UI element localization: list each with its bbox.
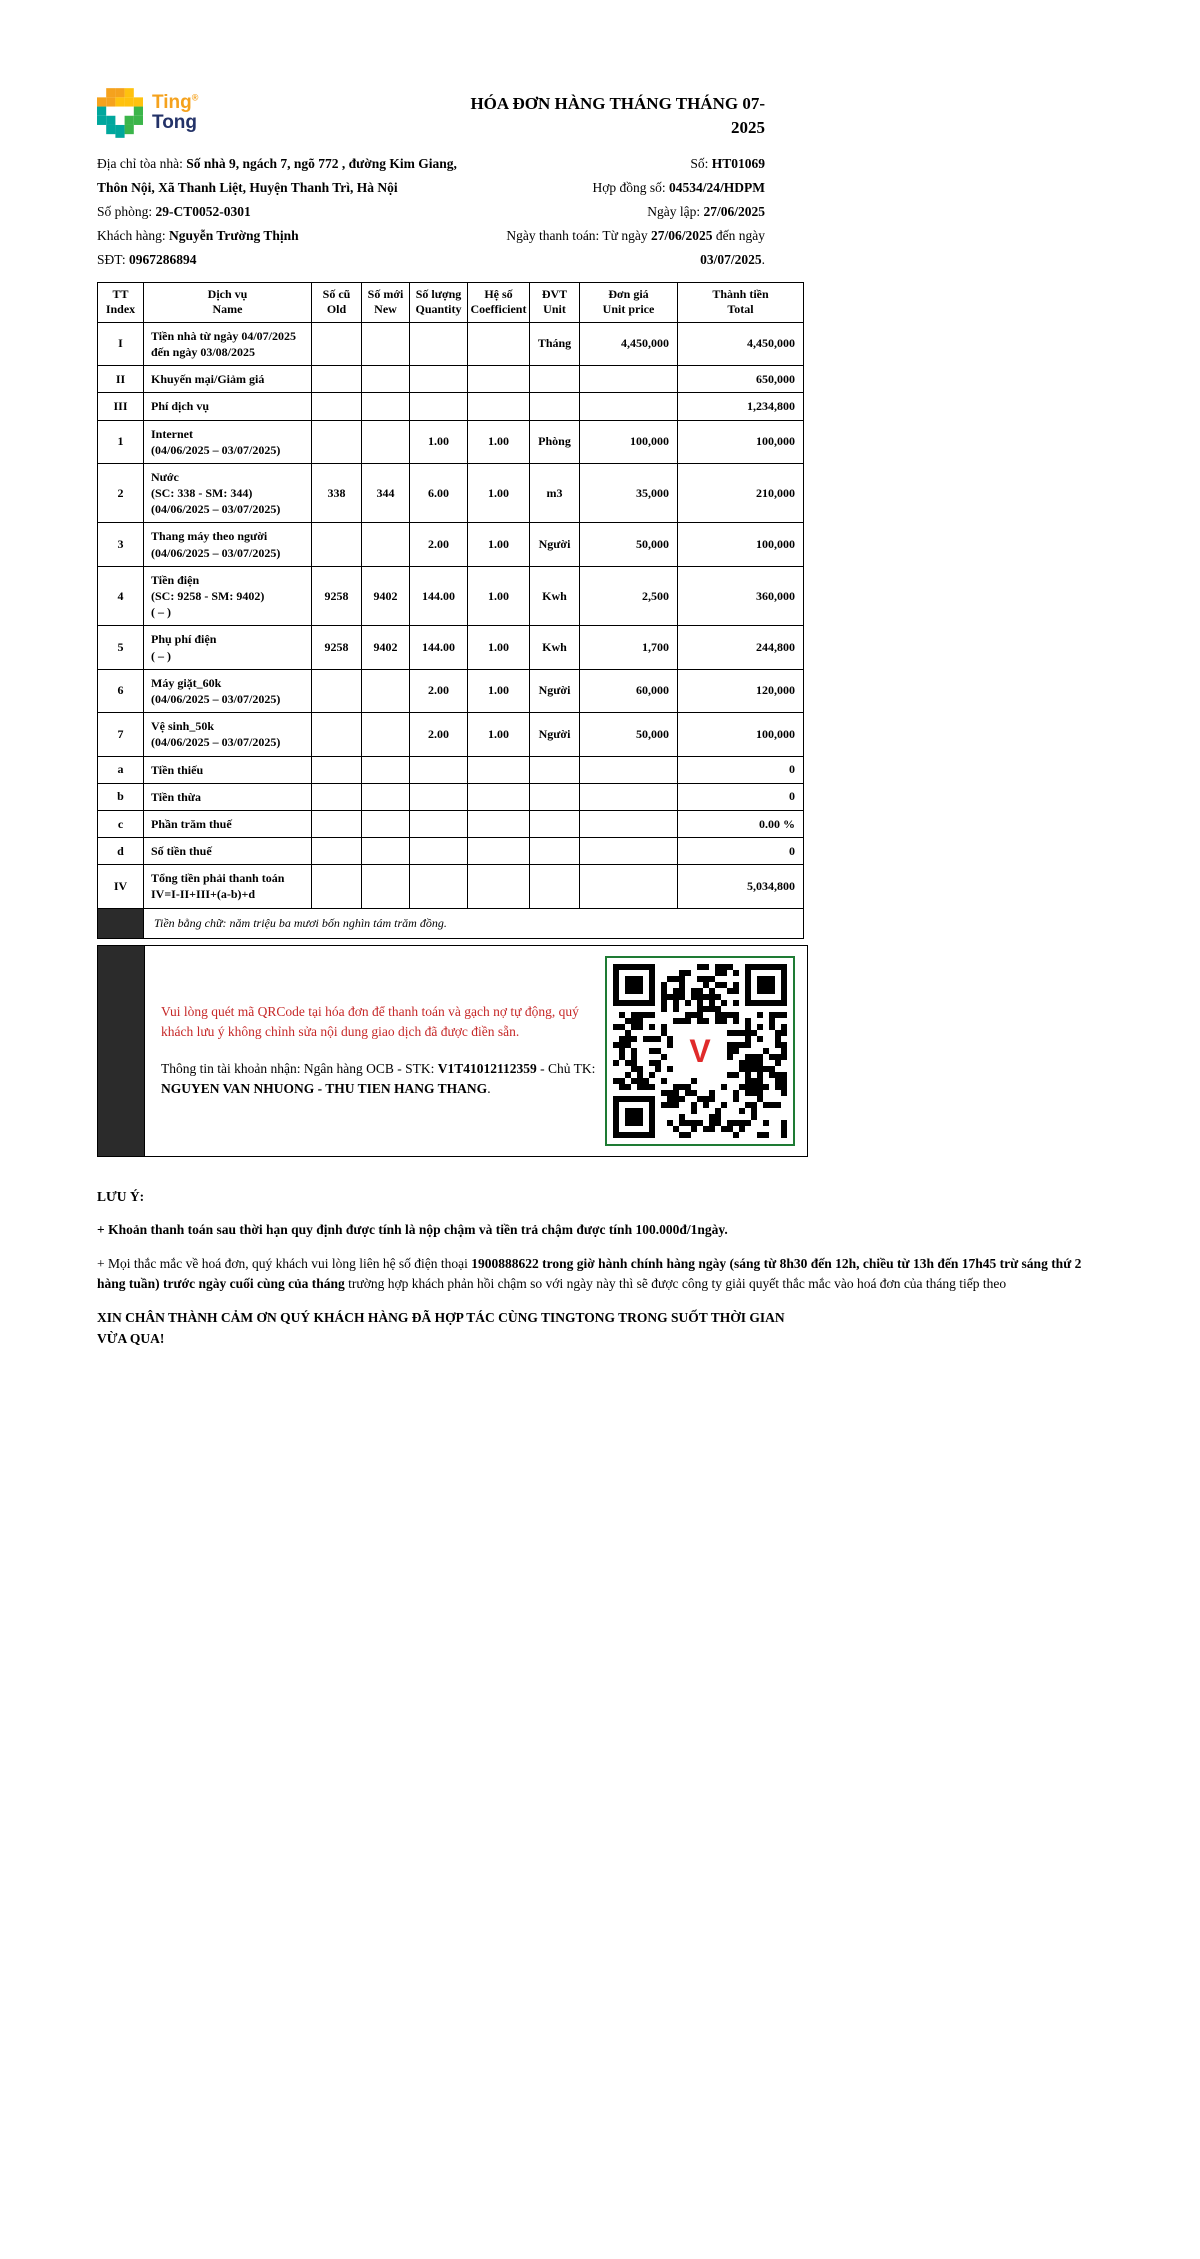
cell-quantity: 2.00 bbox=[410, 669, 468, 712]
service-name-line: Phần trăm thuế bbox=[151, 816, 232, 831]
cell-new: 9402 bbox=[362, 626, 410, 669]
service-name-line: Khuyến mại/Giảm giá bbox=[151, 372, 265, 387]
cell-unit-price bbox=[580, 810, 678, 837]
cell-quantity: 2.00 bbox=[410, 713, 468, 756]
invoice-info bbox=[97, 152, 765, 272]
cell-new bbox=[362, 810, 410, 837]
col-header-service: Dịch vụ Name bbox=[144, 282, 312, 322]
cell-service bbox=[144, 756, 312, 783]
cell-service bbox=[144, 566, 312, 626]
cell-index: 4 bbox=[98, 566, 144, 626]
cell-coefficient bbox=[468, 366, 530, 393]
cell-new bbox=[362, 865, 410, 908]
cell-quantity bbox=[410, 366, 468, 393]
account-seg3: . bbox=[487, 1080, 491, 1096]
table-row bbox=[98, 393, 804, 420]
cell-unit-price bbox=[580, 366, 678, 393]
cell-index: a bbox=[98, 756, 144, 783]
cell-index: 6 bbox=[98, 669, 144, 712]
invoice-title bbox=[455, 88, 765, 140]
col-header-total: Thành tiền Total bbox=[678, 282, 804, 322]
service-name-line: Phụ phí điện bbox=[151, 632, 217, 647]
cell-new bbox=[362, 756, 410, 783]
cell-quantity bbox=[410, 838, 468, 865]
cell-index: 5 bbox=[98, 626, 144, 669]
cell-unit bbox=[530, 810, 580, 837]
account-number: V1T41012112359 bbox=[437, 1060, 537, 1076]
table-row bbox=[98, 523, 804, 566]
cell-index: d bbox=[98, 838, 144, 865]
invoice-info-right bbox=[473, 152, 765, 272]
cell-coefficient bbox=[468, 810, 530, 837]
cell-unit: Kwh bbox=[530, 566, 580, 626]
cell-total: 360,000 bbox=[678, 566, 804, 626]
cell-service bbox=[144, 865, 312, 908]
cell-index: I bbox=[98, 322, 144, 365]
payment-mid-text: đến ngày bbox=[712, 227, 765, 243]
tingtong-logo-icon bbox=[97, 88, 143, 138]
table-row bbox=[98, 420, 804, 463]
room-value: 29-CT0052-0301 bbox=[155, 203, 251, 219]
cell-old bbox=[312, 713, 362, 756]
cell-total: 650,000 bbox=[678, 366, 804, 393]
cell-unit bbox=[530, 783, 580, 810]
cell-new bbox=[362, 393, 410, 420]
service-name-line: Số tiền thuế bbox=[151, 844, 212, 859]
payment-date-line bbox=[473, 224, 765, 272]
table-row bbox=[98, 669, 804, 712]
cell-quantity bbox=[410, 783, 468, 810]
cell-service bbox=[144, 810, 312, 837]
payment-end-text: . bbox=[761, 251, 765, 267]
dark-filler-cell bbox=[98, 908, 144, 938]
customer-value: Nguyễn Trường Thịnh bbox=[168, 227, 299, 243]
service-name-line: Tổng tiền phải thanh toán bbox=[151, 871, 285, 886]
cell-total: 100,000 bbox=[678, 713, 804, 756]
cell-service bbox=[144, 322, 312, 365]
dark-filler-column bbox=[97, 945, 145, 1157]
cell-unit bbox=[530, 393, 580, 420]
service-name-line: Máy giặt_60k bbox=[151, 675, 222, 690]
cell-coefficient bbox=[468, 756, 530, 783]
cell-total: 0 bbox=[678, 783, 804, 810]
cell-coefficient bbox=[468, 865, 530, 908]
thanks-line1: XIN CHÂN THÀNH CẢM ƠN QUÝ KHÁCH HÀNG ĐÃ HỢP TÁC CÙNG TINGTONG TRONG SUỐT THỜI GIAN bbox=[97, 1310, 785, 1326]
cell-old bbox=[312, 322, 362, 365]
cell-new: 344 bbox=[362, 463, 410, 523]
contact-seg3: trường hợp khách phản hồi chậm so với ngày này thì sẽ được công ty giải quyết thắc mắc vào hoá đơn của tháng tiếp theo bbox=[344, 1276, 1007, 1292]
logo-tong-text: Tong bbox=[152, 112, 198, 134]
service-name-line: Internet bbox=[151, 426, 193, 441]
table-body bbox=[98, 322, 804, 908]
cell-total: 100,000 bbox=[678, 420, 804, 463]
logo-ting-text: Ting® bbox=[152, 92, 199, 114]
cell-quantity bbox=[410, 756, 468, 783]
cell-quantity: 1.00 bbox=[410, 420, 468, 463]
table-row bbox=[98, 322, 804, 365]
cell-unit: Người bbox=[530, 669, 580, 712]
cell-old: 9258 bbox=[312, 626, 362, 669]
cell-quantity bbox=[410, 810, 468, 837]
col-header-new: Số mới New bbox=[362, 282, 410, 322]
cell-unit-price: 2,500 bbox=[580, 566, 678, 626]
cell-index: 1 bbox=[98, 420, 144, 463]
cell-service bbox=[144, 669, 312, 712]
cell-unit: m3 bbox=[530, 463, 580, 523]
room-line bbox=[97, 200, 473, 224]
service-name-line: (SC: 9258 - SM: 9402) bbox=[151, 589, 265, 604]
cell-index: III bbox=[98, 393, 144, 420]
cell-unit-price: 4,450,000 bbox=[580, 322, 678, 365]
contract-value: 04534/24/HDPM bbox=[669, 179, 765, 195]
amount-in-words-cell bbox=[144, 908, 804, 938]
cell-total: 210,000 bbox=[678, 463, 804, 523]
service-name-line: IV=I-II+III+(a-b)+d bbox=[151, 887, 256, 902]
thanks-line2: VỪA QUA! bbox=[97, 1331, 165, 1347]
payment-from-value: 27/06/2025 bbox=[651, 227, 713, 243]
cell-quantity bbox=[410, 322, 468, 365]
address-value: Số nhà 9, ngách 7, ngõ 772 , đường Kim Giang, bbox=[186, 155, 457, 171]
customer-label: Khách hàng: bbox=[97, 227, 169, 243]
cell-index: c bbox=[98, 810, 144, 837]
invoice-title-line2: 2025 bbox=[731, 117, 765, 137]
amount-in-words-row bbox=[98, 908, 804, 938]
table-row bbox=[98, 626, 804, 669]
note-late-fee: + Khoản thanh toán sau thời hạn quy định được tính là nộp chậm và tiền trả chậm được tính 100.000đ/1ngày. bbox=[97, 1221, 728, 1237]
cell-total: 0.00 % bbox=[678, 810, 804, 837]
invoice-info-left bbox=[97, 152, 473, 272]
cell-coefficient: 1.00 bbox=[468, 463, 530, 523]
phone-value: 0967286894 bbox=[128, 251, 197, 267]
cell-service bbox=[144, 626, 312, 669]
contract-label: Hợp đồng số: bbox=[592, 179, 669, 195]
cell-coefficient: 1.00 bbox=[468, 626, 530, 669]
cell-unit: Phòng bbox=[530, 420, 580, 463]
cell-total: 0 bbox=[678, 838, 804, 865]
cell-index: 2 bbox=[98, 463, 144, 523]
contact-deadline: trước ngày cuối cùng của tháng bbox=[163, 1276, 345, 1292]
cell-service bbox=[144, 393, 312, 420]
cell-unit-price: 1,700 bbox=[580, 626, 678, 669]
cell-unit-price: 100,000 bbox=[580, 420, 678, 463]
cell-total: 120,000 bbox=[678, 669, 804, 712]
cell-service bbox=[144, 463, 312, 523]
service-name-line: Nước bbox=[151, 469, 179, 484]
service-name-line: Thang máy theo người bbox=[151, 529, 268, 544]
cell-total: 244,800 bbox=[678, 626, 804, 669]
cell-total: 4,450,000 bbox=[678, 322, 804, 365]
account-holder-name: NGUYEN VAN NHUONG - THU TIEN HANG THANG bbox=[161, 1080, 488, 1096]
col-header-quantity: Số lượng Quantity bbox=[410, 282, 468, 322]
account-seg1: Thông tin tài khoản nhận: Ngân hàng OCB - STK: bbox=[161, 1060, 438, 1076]
service-name-line: Tiền điện bbox=[151, 572, 200, 587]
cell-old bbox=[312, 669, 362, 712]
cell-coefficient: 1.00 bbox=[468, 523, 530, 566]
cell-unit bbox=[530, 838, 580, 865]
cell-new bbox=[362, 838, 410, 865]
room-label: Số phòng: bbox=[97, 203, 156, 219]
cell-old bbox=[312, 865, 362, 908]
service-name-line: Tiền thừa bbox=[151, 789, 201, 804]
table-row bbox=[98, 713, 804, 756]
cell-total: 100,000 bbox=[678, 523, 804, 566]
cell-service bbox=[144, 523, 312, 566]
service-name-line: (04/06/2025 – 03/07/2025) bbox=[151, 735, 281, 750]
service-name-line: đến ngày 03/08/2025 bbox=[151, 344, 256, 359]
payment-section bbox=[97, 945, 803, 1157]
contact-seg1: + Mọi thắc mắc về hoá đơn, quý khách vui lòng liên hệ số điện thoại bbox=[97, 1255, 472, 1271]
table-header-row bbox=[98, 282, 804, 322]
table-footer bbox=[98, 908, 804, 938]
cell-old bbox=[312, 366, 362, 393]
service-name-line: Tiền nhà từ ngày 04/07/2025 bbox=[151, 328, 297, 343]
invoice-title-line1: HÓA ĐƠN HÀNG THÁNG THÁNG 07- bbox=[470, 94, 765, 113]
invoice-number-label: Số: bbox=[690, 155, 712, 171]
cell-coefficient bbox=[468, 838, 530, 865]
cell-old bbox=[312, 420, 362, 463]
cell-unit: Kwh bbox=[530, 626, 580, 669]
svg-text:V: V bbox=[689, 1032, 711, 1069]
issue-date-value: 27/06/2025 bbox=[703, 203, 765, 219]
table-row bbox=[98, 566, 804, 626]
header-top-row bbox=[97, 88, 765, 140]
building-address-line bbox=[97, 152, 473, 176]
tingtong-logo-text bbox=[152, 88, 198, 133]
cell-new bbox=[362, 523, 410, 566]
invoice-number-value: HT01069 bbox=[711, 155, 765, 171]
cell-coefficient: 1.00 bbox=[468, 713, 530, 756]
cell-service bbox=[144, 420, 312, 463]
cell-total: 5,034,800 bbox=[678, 865, 804, 908]
cell-unit: Người bbox=[530, 523, 580, 566]
service-name-line: (04/06/2025 – 03/07/2025) bbox=[151, 502, 281, 517]
table-row bbox=[98, 756, 804, 783]
cell-unit-price bbox=[580, 783, 678, 810]
cell-unit-price bbox=[580, 756, 678, 783]
service-name-line: (04/06/2025 – 03/07/2025) bbox=[151, 691, 281, 706]
payment-text bbox=[157, 1002, 605, 1099]
cell-new bbox=[362, 366, 410, 393]
cell-unit bbox=[530, 366, 580, 393]
notes-section bbox=[97, 1187, 1103, 1351]
cell-index: b bbox=[98, 783, 144, 810]
cell-quantity bbox=[410, 393, 468, 420]
cell-unit-price bbox=[580, 865, 678, 908]
service-name-line: Tiền thiếu bbox=[151, 762, 204, 777]
cell-new bbox=[362, 713, 410, 756]
contact-hotline-hours: 1900888622 trong giờ hành chính hàng ngày (sáng từ 8h30 đến 12h, chiều từ 13h đến 17h45 trừ sáng thứ 2 hàng tuần) bbox=[97, 1255, 1082, 1292]
table-row bbox=[98, 810, 804, 837]
cell-old: 9258 bbox=[312, 566, 362, 626]
issue-date-label: Ngày lập: bbox=[647, 203, 704, 219]
amount-words-label: Tiền bằng chữ: bbox=[154, 915, 230, 930]
phone-label: SĐT: bbox=[97, 251, 129, 267]
table-row bbox=[98, 366, 804, 393]
col-header-unit: ĐVT Unit bbox=[530, 282, 580, 322]
cell-index: 7 bbox=[98, 713, 144, 756]
document-header bbox=[97, 88, 765, 272]
cell-new bbox=[362, 783, 410, 810]
service-name-line: ( – ) bbox=[151, 648, 171, 663]
cell-quantity: 6.00 bbox=[410, 463, 468, 523]
account-info bbox=[161, 1059, 605, 1100]
cell-new: 9402 bbox=[362, 566, 410, 626]
cell-service bbox=[144, 713, 312, 756]
cell-quantity bbox=[410, 865, 468, 908]
invoice-number-line bbox=[473, 152, 765, 176]
customer-line bbox=[97, 224, 473, 248]
note-thanks bbox=[97, 1308, 1103, 1350]
cell-quantity: 2.00 bbox=[410, 523, 468, 566]
cell-total: 0 bbox=[678, 756, 804, 783]
cell-unit-price bbox=[580, 393, 678, 420]
col-header-coefficient: Hệ số Coefficient bbox=[468, 282, 530, 322]
payment-notice: Vui lòng quét mã QRCode tại hóa đơn để thanh toán và gạch nợ tự động, quý khách lưu ý không chỉnh sửa nội dung giao dịch đã được điền sẵn. bbox=[161, 1004, 579, 1040]
service-name-line: Vệ sinh_50k bbox=[151, 719, 215, 734]
amount-words-text: năm triệu ba mươi bốn nghìn tám trăm đồng. bbox=[229, 915, 447, 930]
payment-box bbox=[145, 945, 808, 1157]
cell-old bbox=[312, 523, 362, 566]
cell-total: 1,234,800 bbox=[678, 393, 804, 420]
registered-mark: ® bbox=[191, 93, 199, 103]
cell-coefficient: 1.00 bbox=[468, 420, 530, 463]
account-seg2: - Chủ TK: bbox=[536, 1060, 596, 1076]
building-address-line2: Thôn Nội, Xã Thanh Liệt, Huyện Thanh Trì, Hà Nội bbox=[97, 179, 398, 195]
cell-unit-price: 50,000 bbox=[580, 523, 678, 566]
service-name-line: (SC: 338 - SM: 344) bbox=[151, 486, 253, 501]
cell-coefficient bbox=[468, 393, 530, 420]
tingtong-logo bbox=[97, 88, 198, 138]
cell-unit-price bbox=[580, 838, 678, 865]
cell-old bbox=[312, 393, 362, 420]
payment-date-label: Ngày thanh toán: Từ ngày bbox=[506, 227, 651, 243]
cell-service bbox=[144, 783, 312, 810]
payment-to-value: 03/07/2025 bbox=[700, 251, 762, 267]
service-name-line: ( – ) bbox=[151, 605, 171, 620]
cell-coefficient bbox=[468, 322, 530, 365]
col-header-old: Số cũ Old bbox=[312, 282, 362, 322]
cell-new bbox=[362, 420, 410, 463]
cell-unit-price: 60,000 bbox=[580, 669, 678, 712]
cell-unit bbox=[530, 756, 580, 783]
invoice-content bbox=[97, 88, 1103, 1363]
qr-code bbox=[605, 956, 795, 1146]
cell-coefficient: 1.00 bbox=[468, 566, 530, 626]
table-row bbox=[98, 783, 804, 810]
cell-old bbox=[312, 838, 362, 865]
cell-old bbox=[312, 756, 362, 783]
cell-unit-price: 35,000 bbox=[580, 463, 678, 523]
cell-index: II bbox=[98, 366, 144, 393]
notes-title: LƯU Ý: bbox=[97, 1188, 145, 1204]
cell-old bbox=[312, 783, 362, 810]
cell-unit: Tháng bbox=[530, 322, 580, 365]
col-header-index: TT Index bbox=[98, 282, 144, 322]
cell-index: 3 bbox=[98, 523, 144, 566]
address-label: Địa chỉ tòa nhà: bbox=[97, 155, 187, 171]
table-row bbox=[98, 463, 804, 523]
cell-unit-price: 50,000 bbox=[580, 713, 678, 756]
service-name-line: (04/06/2025 – 03/07/2025) bbox=[151, 442, 281, 457]
cell-coefficient bbox=[468, 783, 530, 810]
phone-line bbox=[97, 248, 473, 272]
service-name-line: (04/06/2025 – 03/07/2025) bbox=[151, 545, 281, 560]
cell-new bbox=[362, 669, 410, 712]
cell-new bbox=[362, 322, 410, 365]
table-row bbox=[98, 865, 804, 908]
cell-service bbox=[144, 838, 312, 865]
cell-unit: Người bbox=[530, 713, 580, 756]
contract-number-line bbox=[473, 176, 765, 200]
col-header-unit-price: Đơn giá Unit price bbox=[580, 282, 678, 322]
cell-coefficient: 1.00 bbox=[468, 669, 530, 712]
table-row bbox=[98, 838, 804, 865]
cell-quantity: 144.00 bbox=[410, 566, 468, 626]
cell-service bbox=[144, 366, 312, 393]
cell-old bbox=[312, 810, 362, 837]
cell-unit bbox=[530, 865, 580, 908]
table-header bbox=[98, 282, 804, 322]
note-contact bbox=[97, 1254, 1103, 1296]
cell-old: 338 bbox=[312, 463, 362, 523]
service-name-line: Phí dịch vụ bbox=[151, 399, 210, 414]
invoice-table bbox=[97, 282, 804, 939]
issue-date-line bbox=[473, 200, 765, 224]
cell-index: IV bbox=[98, 865, 144, 908]
cell-quantity: 144.00 bbox=[410, 626, 468, 669]
